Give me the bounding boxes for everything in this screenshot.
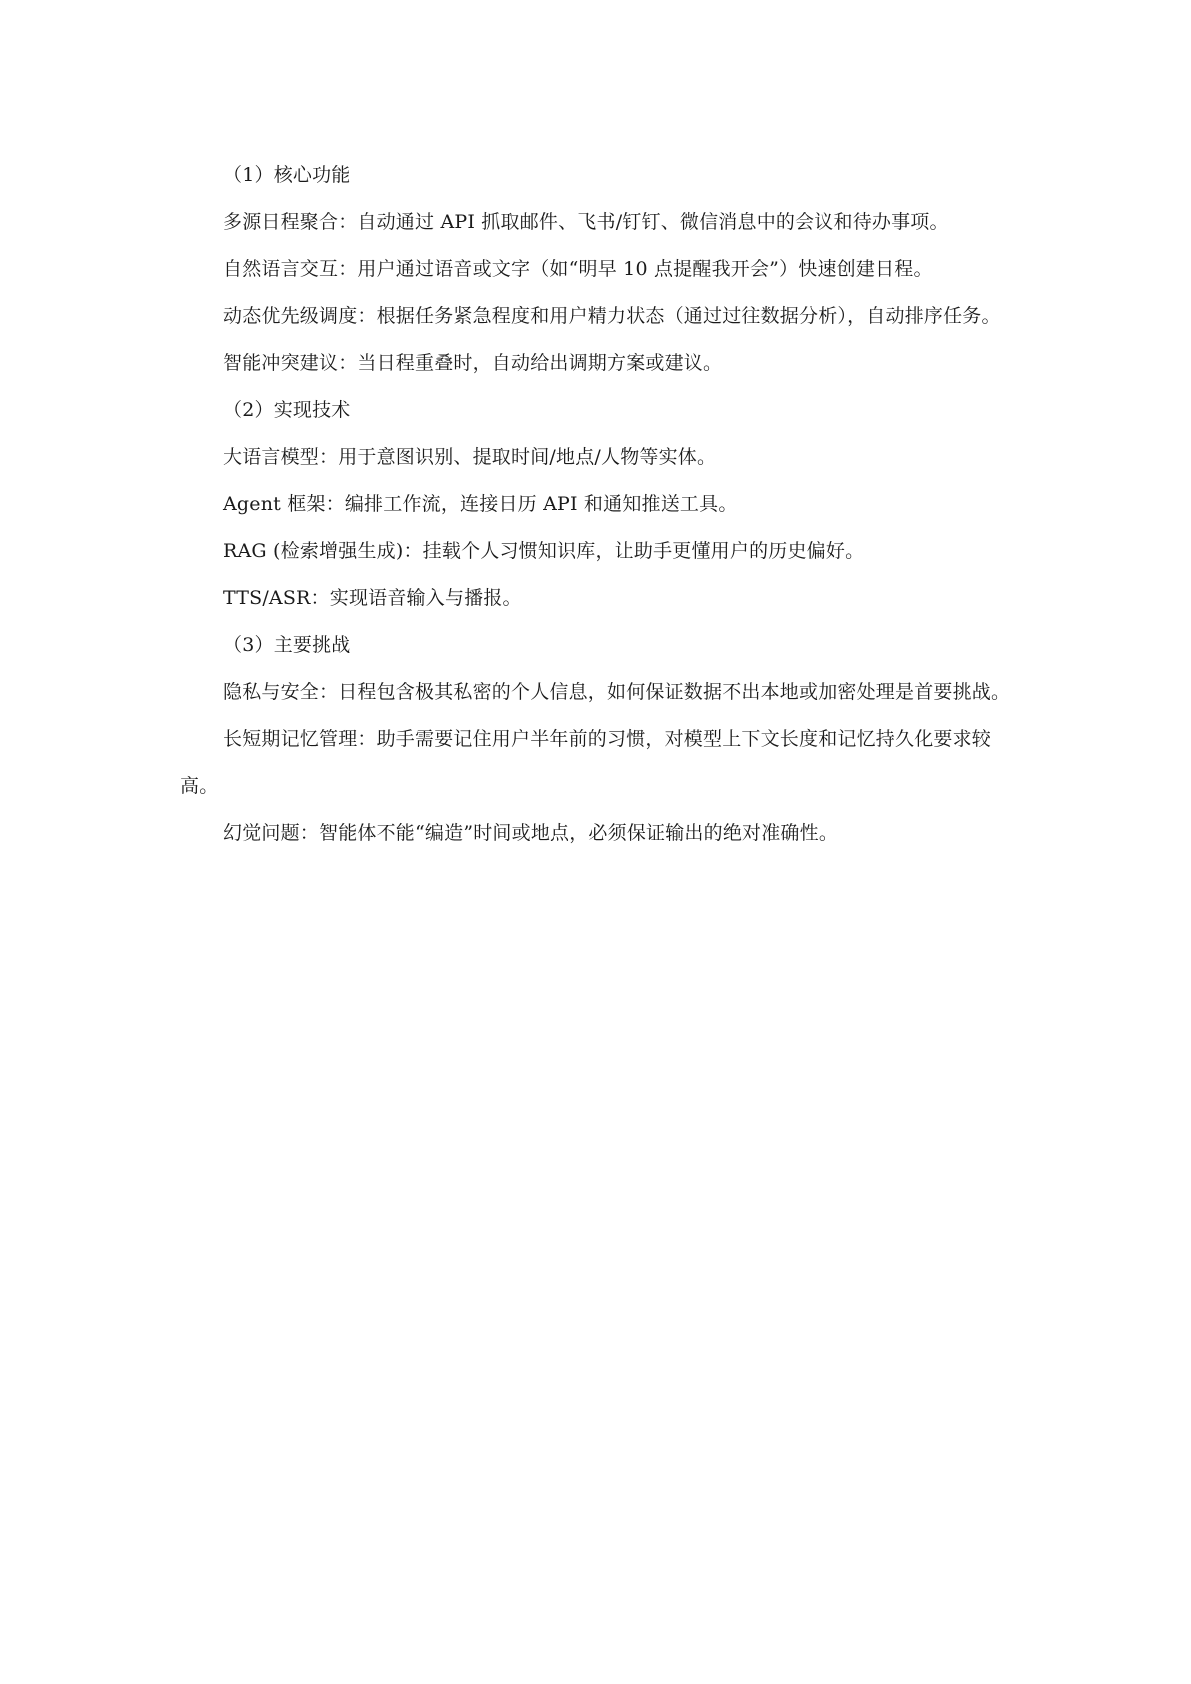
paragraph-dynamic-priority-scheduling: 动态优先级调度：根据任务紧急程度和用户精力状态（通过过往数据分析），自动排序任务。 xyxy=(223,305,1001,327)
document-body xyxy=(180,152,1020,857)
paragraph-multi-source-aggregation: 多源日程聚合：自动通过 API 抓取邮件、飞书/钉钉、微信消息中的会议和待办事项。 xyxy=(223,211,949,233)
paragraph-rag: RAG (检索增强生成)：挂载个人习惯知识库，让助手更懂用户的历史偏好。 xyxy=(223,540,865,562)
paragraph-smart-conflict-suggestion: 智能冲突建议：当日程重叠时，自动给出调期方案或建议。 xyxy=(223,352,723,374)
paragraph-natural-language-interaction: 自然语言交互：用户通过语音或文字（如“明早 10 点提醒我开会”）快速创建日程。 xyxy=(223,258,933,280)
paragraph-agent-framework: Agent 框架：编排工作流，连接日历 API 和通知推送工具。 xyxy=(223,493,738,515)
paragraph-privacy-security: 隐私与安全：日程包含极其私密的个人信息，如何保证数据不出本地或加密处理是首要挑战。 xyxy=(223,681,1011,703)
section-heading-main-challenges: （3）主要挑战 xyxy=(223,634,351,656)
paragraph-tts-asr: TTS/ASR：实现语音输入与播报。 xyxy=(223,587,522,609)
paragraph-memory-management: 长短期记忆管理：助手需要记住用户半年前的习惯，对模型上下文长度和记忆持久化要求较高。 xyxy=(180,728,992,797)
section-heading-core-features: （1）核心功能 xyxy=(223,164,351,186)
paragraph-llm: 大语言模型：用于意图识别、提取时间/地点/人物等实体。 xyxy=(223,446,717,468)
paragraph-hallucination: 幻觉问题：智能体不能“编造”时间或地点，必须保证输出的绝对准确性。 xyxy=(223,822,839,844)
section-heading-implementation-tech: （2）实现技术 xyxy=(223,399,351,421)
